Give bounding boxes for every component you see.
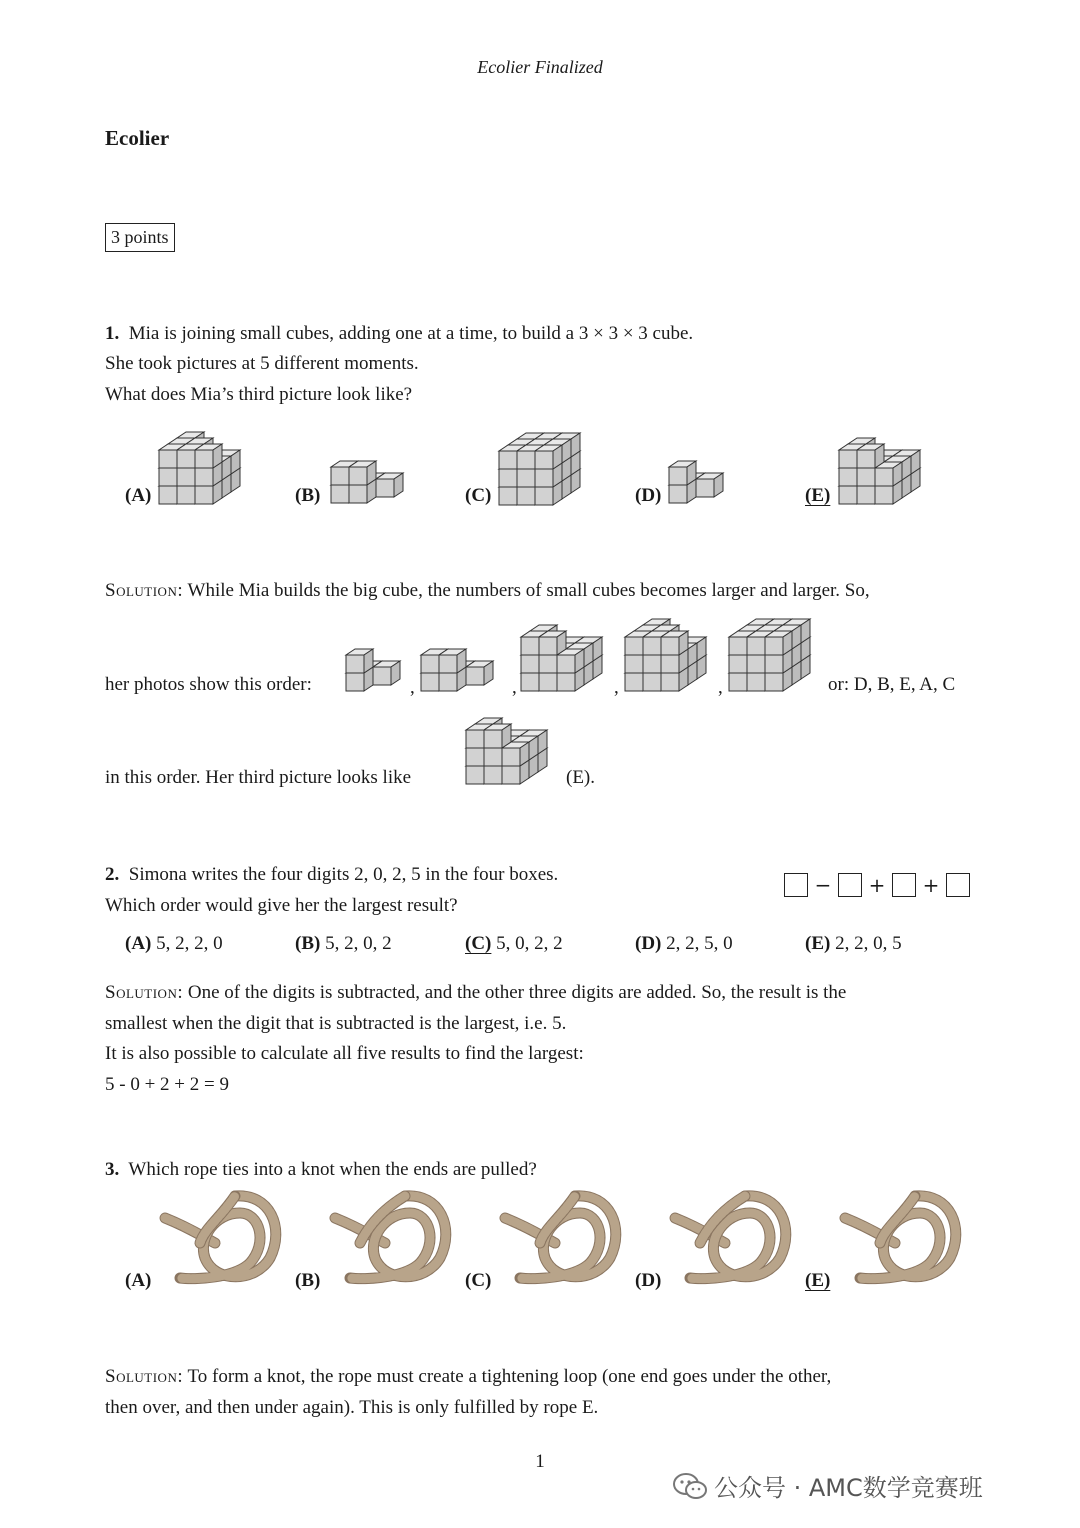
small-cube [195, 444, 222, 468]
small-cube [349, 461, 376, 485]
q1-solution-comma-1: , [410, 677, 415, 698]
q2-option-c[interactable] [465, 933, 563, 955]
q1-option-d-label: (D) [635, 485, 662, 506]
small-cube [857, 444, 884, 468]
q3-option-c-label: (C) [465, 1270, 492, 1291]
q2-solution-line-3: It is also possible to calculate all five results to find the largest: [105, 1043, 584, 1064]
q2-option-d-value: 2, 2, 5, 0 [666, 933, 733, 954]
q1-figure-c [498, 420, 598, 506]
q3-solution-text-1: To form a knot, the rope must create a tightening loop (one end goes under the other, [187, 1366, 832, 1387]
q1-figure-e [838, 415, 938, 505]
q3-rope-c [500, 1188, 625, 1288]
q1-solution-line-2-start: her photos show this order: [105, 674, 312, 695]
small-cube [661, 631, 688, 655]
q1-figure-d [668, 448, 738, 504]
q3-option-b-label: (B) [295, 1270, 321, 1291]
q2-solution-line-4: 5 - 0 + 2 + 2 = 9 [105, 1074, 229, 1095]
q1-line-3: What does Mia’s third picture look like? [105, 384, 413, 405]
q1-option-d[interactable] [635, 485, 661, 507]
q2-option-e[interactable] [805, 933, 902, 955]
q3-option-c[interactable] [465, 1270, 491, 1292]
q1-solution-figure-b [420, 625, 520, 692]
small-cube [466, 661, 493, 685]
q2-option-b-value: 5, 2, 0, 2 [325, 933, 392, 954]
watermark-text: 公众号 · AMC数学竞赛班 [714, 1474, 983, 1502]
q2-option-b[interactable] [295, 933, 392, 955]
small-cube [535, 445, 562, 469]
q3-option-d-label: (D) [635, 1270, 662, 1291]
q2-solution-text-1: One of the digits is subtracted, and the other three digits are added. So, the result is the [187, 982, 847, 1003]
q1-solution-line-3-start: in this order. Her third picture looks like [105, 767, 412, 788]
small-cube [484, 724, 511, 748]
watermark [672, 1468, 983, 1503]
q2-box-2[interactable] [838, 873, 862, 897]
q2-option-a-label: (A) [125, 933, 152, 954]
q1-solution-line-1 [105, 575, 870, 606]
q1-option-e[interactable] [805, 485, 830, 507]
q3-number: 3. [105, 1159, 120, 1180]
q2-option-a-value: 5, 2, 2, 0 [156, 933, 223, 954]
q2-op-2: + [868, 873, 886, 897]
q1-option-e-label: (E) [805, 485, 831, 506]
q1-solution-comma-2: , [512, 677, 517, 698]
q1-solution-figure-d [345, 632, 415, 692]
q2-option-a[interactable] [125, 933, 223, 955]
q1-solution-line-3-end: (E). [566, 767, 596, 788]
running-header: Ecolier Finalized [477, 57, 603, 77]
q1-figure-a [158, 415, 258, 505]
q1-option-c-label: (C) [465, 485, 492, 506]
q3-option-e-label: (E) [805, 1270, 831, 1291]
q2-option-b-label: (B) [295, 933, 321, 954]
small-cube [539, 631, 566, 655]
q2-text-1: Simona writes the four digits 2, 0, 2, 5 in the four boxes. [128, 864, 559, 885]
small-cube [376, 473, 403, 497]
small-cube [765, 631, 792, 655]
q3-option-e[interactable] [805, 1270, 830, 1292]
small-cube [346, 649, 373, 673]
q1-solution-figure-c [728, 605, 828, 692]
q1-line-2: She took pictures at 5 different moments. [105, 353, 419, 374]
q1-option-a[interactable] [125, 485, 151, 507]
q2-box-3[interactable] [892, 873, 916, 897]
q3-solution-line-2: then over, and then under again). This is only fulfilled by rope E. [105, 1397, 599, 1418]
q2-option-c-label: (C) [465, 933, 492, 954]
q3-rope-a [160, 1188, 285, 1288]
q1-text-1: Mia is joining small cubes, adding one at a time, to build a 3 × 3 × 3 cube. [128, 323, 694, 344]
q2-box-1[interactable] [784, 873, 808, 897]
q1-option-b[interactable] [295, 485, 320, 507]
q2-box-4[interactable] [946, 873, 970, 897]
q1-figure-b [330, 438, 430, 504]
q3-rope-b [330, 1188, 455, 1288]
q3-line-1 [105, 1154, 537, 1185]
q2-option-e-value: 2, 2, 0, 5 [835, 933, 902, 954]
q1-solution-figure-a [624, 602, 724, 692]
q3-option-d[interactable] [635, 1270, 661, 1292]
section-title: Ecolier [105, 126, 170, 150]
q2-op-3: + [922, 873, 940, 897]
wechat-icon [672, 1471, 708, 1501]
q2-solution-line-1 [105, 977, 846, 1008]
small-cube [669, 461, 696, 485]
q3-option-a[interactable] [125, 1270, 151, 1292]
q1-line-1 [105, 318, 693, 349]
q3-rope-d [670, 1188, 795, 1288]
q2-op-1: − [814, 873, 832, 897]
q2-option-d-label: (D) [635, 933, 662, 954]
small-cube [373, 661, 400, 685]
q3-option-a-label: (A) [125, 1270, 152, 1291]
points-label: 3 points [105, 223, 175, 252]
q1-option-c[interactable] [465, 485, 491, 507]
q3-option-b[interactable] [295, 1270, 320, 1292]
q1-solution-text-1: While Mia builds the big cube, the numbers of small cubes becomes larger and larger. So, [187, 580, 870, 601]
q1-option-b-label: (B) [295, 485, 321, 506]
q2-expression [784, 873, 970, 897]
q1-solution-comma-3: , [614, 677, 619, 698]
q1-number: 1. [105, 323, 120, 344]
q3-solution-label: Solution: [105, 1366, 184, 1387]
q2-number: 2. [105, 864, 120, 885]
q2-option-d[interactable] [635, 933, 733, 955]
q3-rope-e [840, 1188, 965, 1288]
q1-solution-figure-e [520, 600, 620, 692]
small-cube [439, 649, 466, 673]
q1-option-a-label: (A) [125, 485, 152, 506]
q1-solution-comma-4: , [718, 677, 723, 698]
q2-option-e-label: (E) [805, 933, 831, 954]
q3-text: Which rope ties into a knot when the ends are pulled? [128, 1159, 537, 1180]
small-cube [696, 473, 723, 497]
page-number: 1 [535, 1451, 545, 1472]
q2-line-2: Which order would give her the largest result? [105, 895, 458, 916]
q3-solution-line-1 [105, 1361, 831, 1392]
q2-solution-label: Solution: [105, 982, 184, 1003]
q2-option-c-value: 5, 0, 2, 2 [496, 933, 563, 954]
q2-line-1 [105, 859, 558, 890]
q1-solution-line-2-end: or: D, B, E, A, C [828, 674, 956, 695]
q1-solution-figure-answer [465, 695, 565, 785]
q2-solution-line-2: smallest when the digit that is subtracted is the largest, i.e. 5. [105, 1013, 567, 1034]
q1-solution-label: Solution: [105, 580, 184, 601]
